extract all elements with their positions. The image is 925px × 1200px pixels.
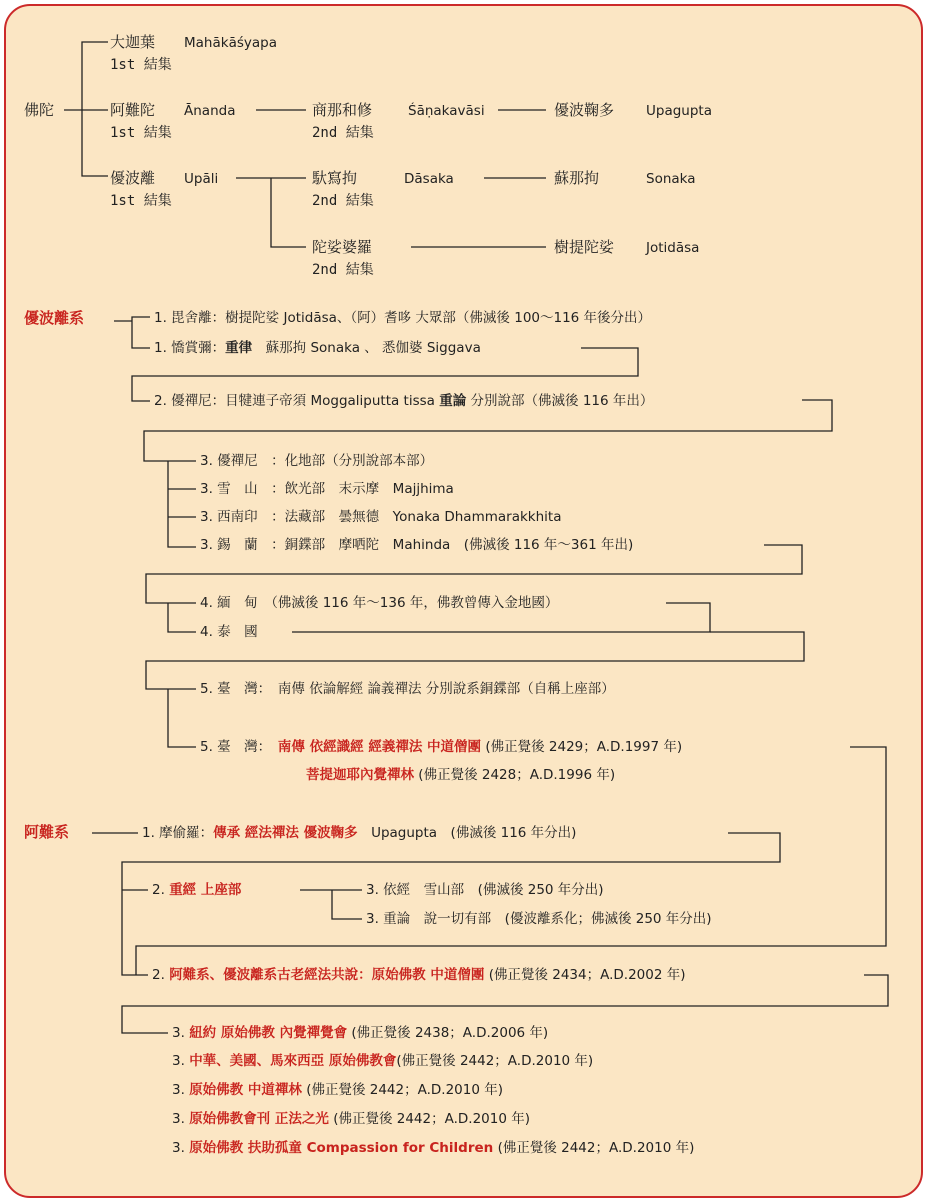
upagupta-en: Upagupta bbox=[646, 103, 712, 119]
upali-line-title: 優波離系 bbox=[24, 309, 85, 327]
upagupta-zh: 優波鞠多 bbox=[554, 101, 615, 119]
jotidasa-zh: 樹提陀娑 bbox=[554, 238, 615, 256]
ananda-line-mathura: 1. 摩偷羅：傳承 經法禪法 優波鞠多 Upagupta (佛滅後 116 年分出) bbox=[142, 825, 577, 841]
ananda-line-compassion: 3. 原始佛教 扶助孤童 Compassion for Children (佛正覺後 2442；A.D.2010 年) bbox=[172, 1140, 695, 1156]
vajjiputta-zh: 陀娑婆羅 bbox=[312, 238, 373, 256]
lineage-chart bbox=[4, 4, 923, 1198]
dasaka-zh: 馱寫拘 bbox=[312, 169, 358, 187]
upali-line-taiwan-theravada: 5. 臺 灣： 南傳 依論解經 論義禪法 分別說系銅鍱部（自稱上座部） bbox=[200, 681, 615, 697]
first-council-label: 1st 結集 bbox=[110, 125, 172, 141]
upali-line-tambapanniya: 3. 錫 蘭 ：銅鍱部 摩哂陀 Mahinda (佛滅後 116 年～361 年出) bbox=[200, 537, 634, 553]
upali-line-kosambi: 1. 憍賞彌：重律 蘇那拘 Sonaka 、 悉伽婆 Siggava bbox=[154, 340, 481, 356]
ananda-line-association: 3. 中華、美國、馬來西亞 原始佛教會(佛正覺後 2442；A.D.2010 年) bbox=[172, 1053, 594, 1069]
mahakasyapa-zh: 大迦葉 bbox=[110, 33, 156, 51]
second-council-label: 2nd 結集 bbox=[312, 262, 374, 278]
sonaka-en: Sonaka bbox=[646, 171, 696, 187]
upali-zh: 優波離 bbox=[110, 169, 156, 187]
first-council-label: 1st 結集 bbox=[110, 193, 172, 209]
sanakavasi-en: Śāṇakavāsi bbox=[408, 103, 485, 119]
upali-line-myanmar: 4. 緬 甸 （佛滅後 116 年～136 年，佛教曾傳入金地國） bbox=[200, 595, 559, 611]
second-council-label: 2nd 結集 bbox=[312, 193, 374, 209]
ananda-zh: 阿難陀 bbox=[110, 101, 156, 119]
upali-line-dharmaguptaka: 3. 西南印 ：法藏部 曇無德 Yonaka Dhammarakkhita bbox=[200, 509, 562, 525]
upali-line-ujjeni: 2. 優禪尼：目犍連子帝須 Moggaliputta tissa 重論 分別說部（佛滅後 116 年出） bbox=[154, 393, 654, 409]
ananda-line-new-york: 3. 紐約 原始佛教 內覺禪覺會 (佛正覺後 2438；A.D.2006 年) bbox=[172, 1025, 549, 1041]
upali-line-bodhgaya: 菩提迦耶內覺禪林 (佛正覺後 2428；A.D.1996 年) bbox=[306, 767, 616, 783]
upali-line-vesali: 1. 毘舍離：樹提陀娑 Jotidāsa、（阿）耆哆 大眾部（佛滅後 100～116 年後分出） bbox=[154, 310, 652, 326]
ananda-line-title: 阿難系 bbox=[24, 823, 70, 841]
ananda-en: Ānanda bbox=[184, 103, 236, 119]
upali-line-kassapiya: 3. 雪 山 ：飲光部 末示摩 Majjhima bbox=[200, 481, 454, 497]
ananda-line-sthavira: 2. 重經 上座部 bbox=[152, 882, 242, 898]
upali-en: Upāli bbox=[184, 171, 219, 187]
upali-line-mahisasaka: 3. 優禪尼 ：化地部（分別說部本部） bbox=[200, 453, 434, 469]
first-council-label: 1st 結集 bbox=[110, 57, 172, 73]
sonaka-zh: 蘇那拘 bbox=[554, 169, 600, 187]
ananda-line-journal: 3. 原始佛教會刊 正法之光 (佛正覺後 2442；A.D.2010 年) bbox=[172, 1111, 530, 1127]
dasaka-en: Dāsaka bbox=[404, 171, 454, 187]
upali-line-taiwan-middle-way: 5. 臺 灣： 南傳 依經識經 經義禪法 中道僧團 (佛正覺後 2429；A.D.1997 年) bbox=[200, 739, 683, 755]
sanakavasi-zh: 商那和修 bbox=[312, 101, 373, 119]
jotidasa-en: Jotidāsa bbox=[646, 240, 700, 256]
second-council-label: 2nd 結集 bbox=[312, 125, 374, 141]
ananda-line-shared-dharma: 2. 阿難系、優波離系古老經法共說：原始佛教 中道僧團 (佛正覺後 2434；A.D.2002 年) bbox=[152, 967, 686, 983]
ananda-line-sarvastivada: 3. 重論 說一切有部 (優波離系化；佛滅後 250 年分出) bbox=[366, 911, 712, 927]
root-buddha: 佛陀 bbox=[24, 101, 55, 119]
ananda-line-forest: 3. 原始佛教 中道禪林 (佛正覺後 2442；A.D.2010 年) bbox=[172, 1082, 503, 1098]
ananda-line-haimavata: 3. 依經 雪山部 (佛滅後 250 年分出) bbox=[366, 882, 604, 898]
upali-line-thailand: 4. 泰 國 bbox=[200, 624, 258, 640]
mahakasyapa-en: Mahākāśyapa bbox=[184, 35, 277, 51]
